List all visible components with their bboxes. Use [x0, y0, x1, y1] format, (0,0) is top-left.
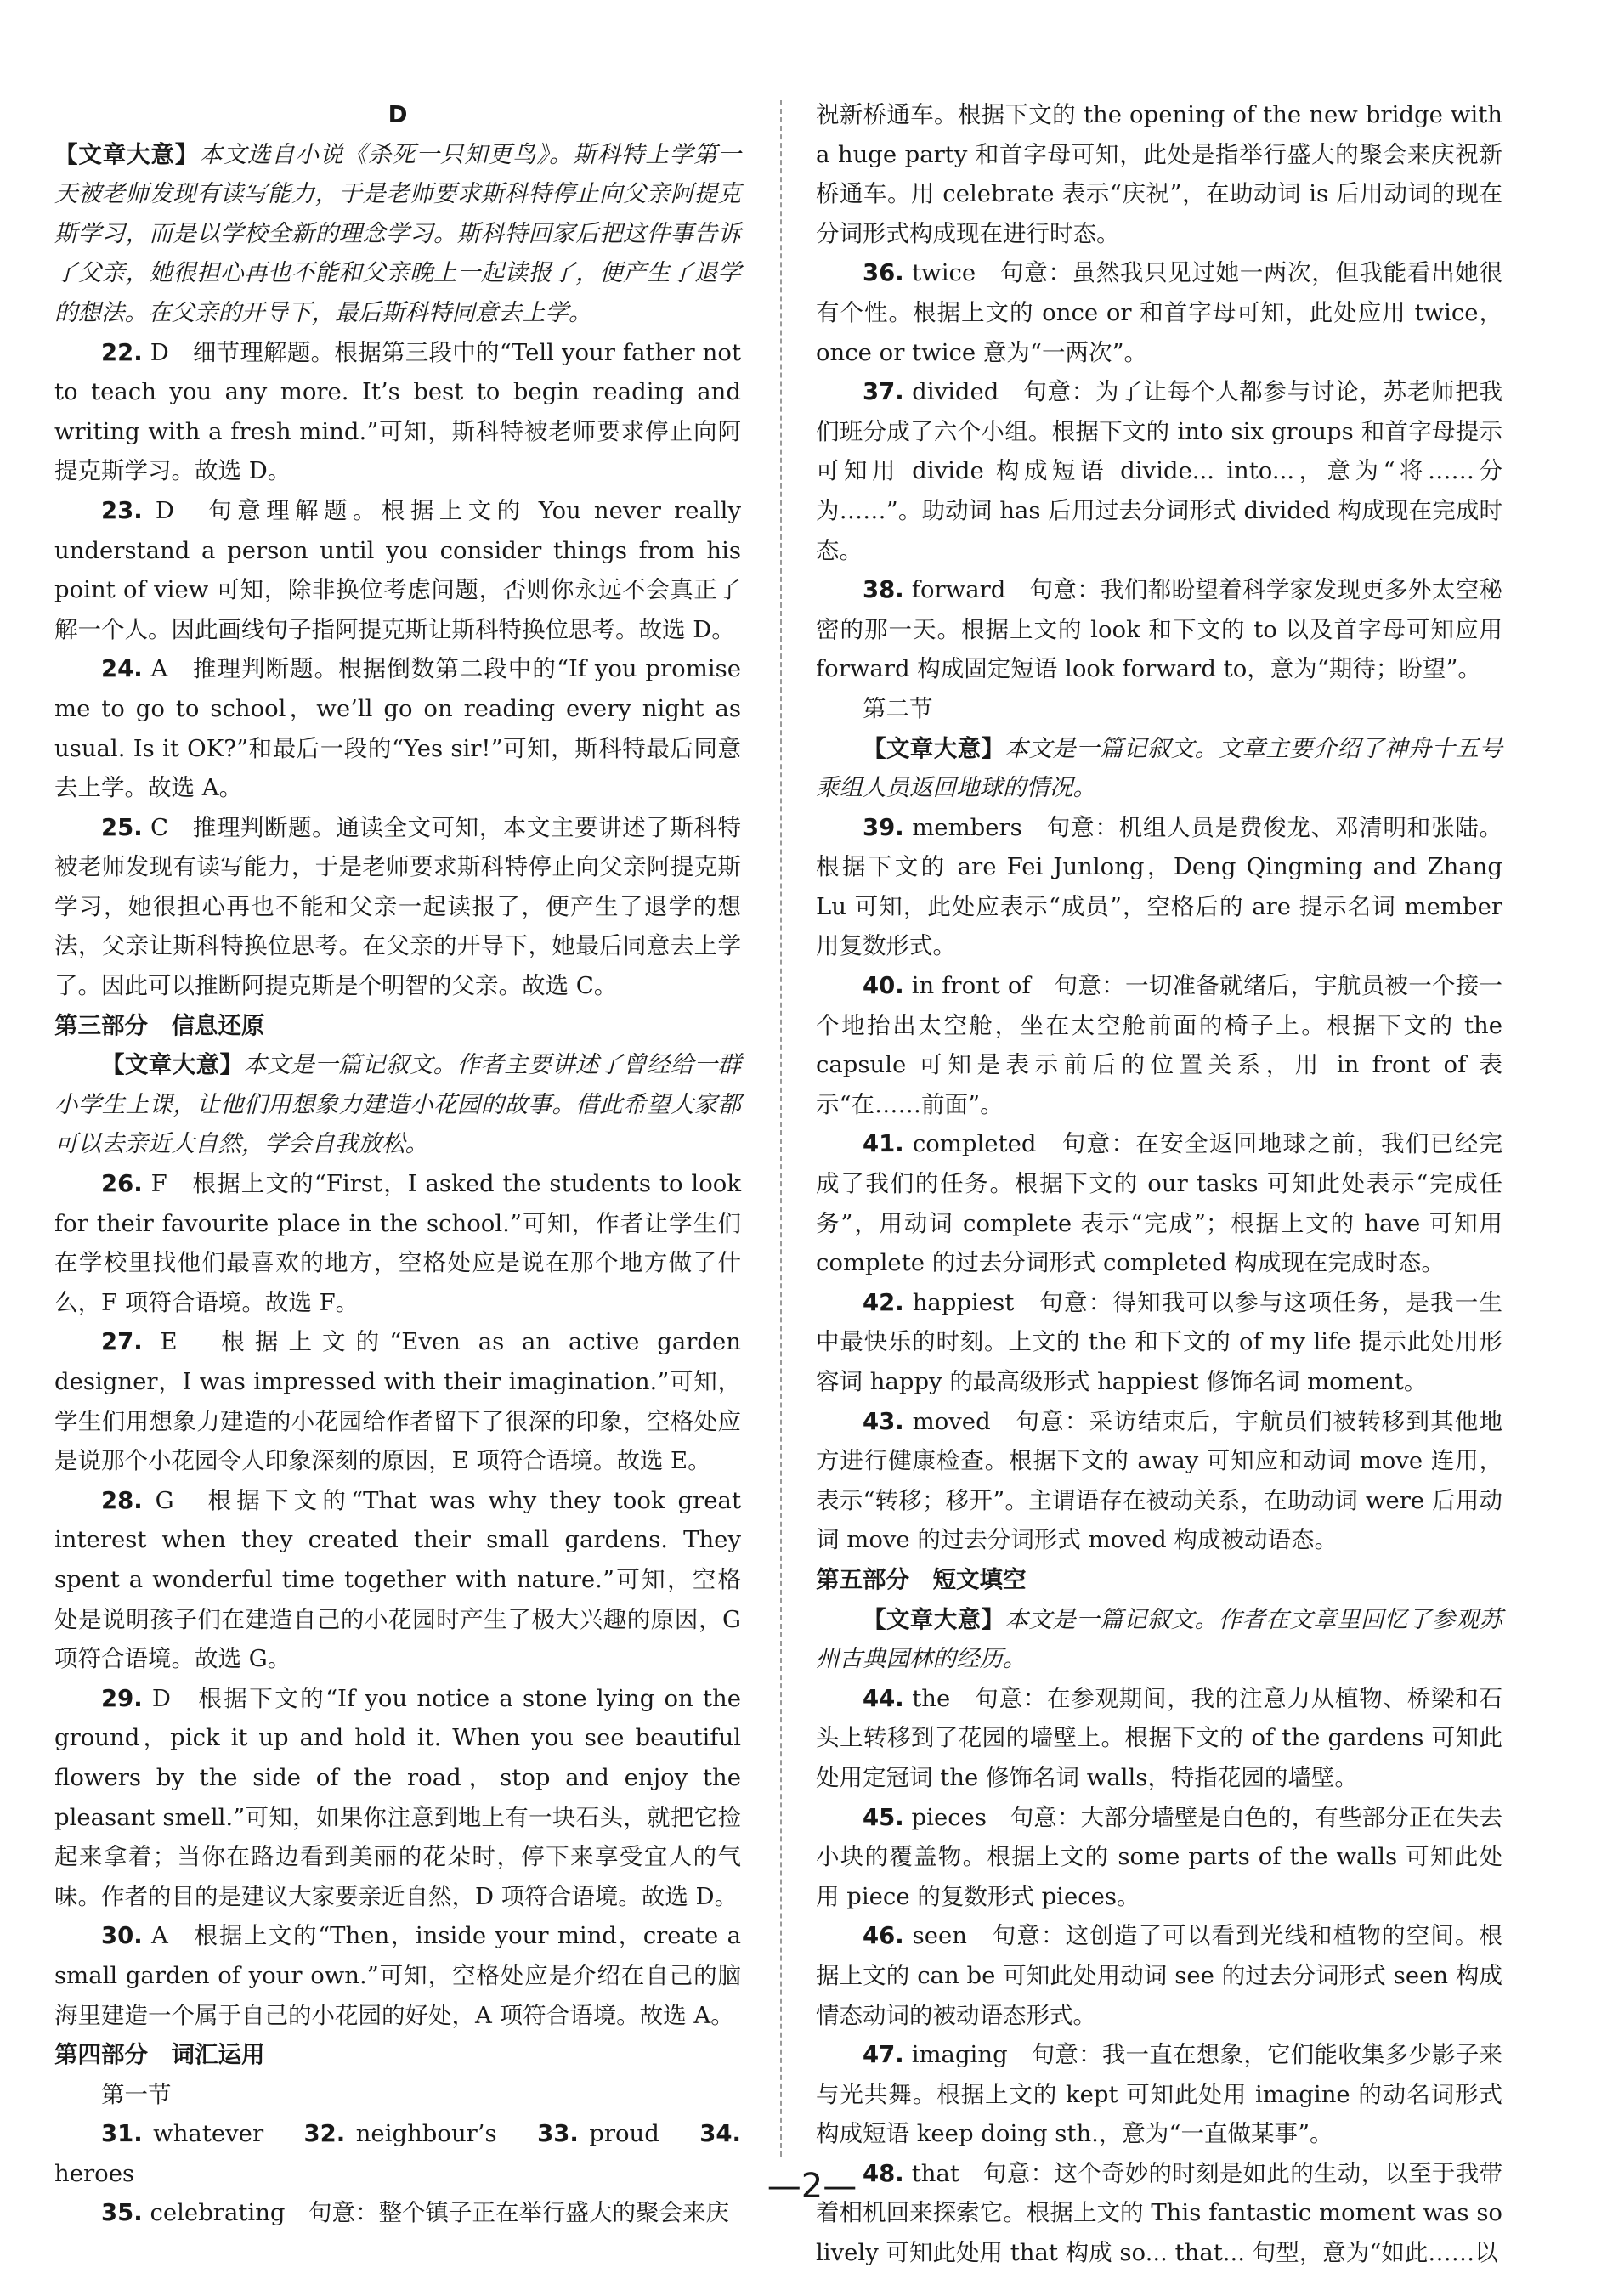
right-column	[816, 95, 1502, 2273]
answer-46: 46. seen 句意：这创造了可以看到光线和植物的空间。根据上文的 can be 可知此处用动词 see 的过去分词形式 seen 构成情态动词的被动语态形式。	[816, 1922, 1502, 2029]
summary-part5: 【文章大意】本文是一篇记叙文。作者在文章里回忆了参观苏州古典园林的经历。	[816, 1605, 1503, 1673]
answer-43: 43. moved 句意：采访结束后，宇航员们被转移到其他地方进行健康检查。根据下文的 away 可知应和动词 move 连用，表示“转移；移开”。主谓语存在被动关系，在助动词 were 后用动词 move 的过去分词形式 moved 构成被动语态。	[816, 1407, 1502, 1554]
answer-37: 37. divided 句意：为了让每个人都参与讨论，苏老师把我们班分成了六个小组。根据下文的 into six groups 和首字母提示可知用 divide 构成短语 divide... into...，意为“将……分为……”。助动词 has 后用过去分词形式 divided 构成现在完成时态。	[816, 378, 1502, 564]
answer-42: 42. happiest 句意：得知我可以参与这项任务，是我一生中最快乐的时刻。上文的 the 和下文的 of my life 提示此处用形容词 happy 的最高级形式 happiest 修饰名词 moment。	[816, 1288, 1502, 1395]
answer-38: 38. forward 句意：我们都盼望着科学家发现更多外太空秘密的那一天。根据上文的 look 和下文的 to 以及首字母可知应用 forward 构成固定短语 look forward to，意为“期待；盼望”。	[816, 576, 1502, 683]
answer-22: 22. D 细节理解题。根据第三段中的“Tell your father not to teach you any more. It’s best to begin reading and writing with a fresh mind.”可知，斯科特被老师要求停止向阿提克斯学习。故选 D。	[54, 338, 741, 485]
answer-35: 35. celebrating 句意：整个镇子正在举行盛大的聚会来庆	[101, 2199, 730, 2227]
summary-d: 【文章大意】本文选自小说《杀死一只知更鸟》。斯科特上学第一天被老师发现有读写能力，于是老师要求斯科特停止向父亲阿提克斯学习，而是以学校全新的理念学习。斯科特回家后把这件事告诉了父亲，她很担心再也不能和父亲晚上一起读报了，便产生了退学的想法。在父亲的开导下，最后斯科特同意去上学。	[54, 140, 742, 326]
part5-heading: 第五部分 短文填空	[816, 1565, 1027, 1593]
part4-heading: 第四部分 词汇运用	[54, 2041, 265, 2069]
answer-24: 24. A 推理判断题。根据倒数第二段中的“If you promise me to go to school，we’ll go on reading every night as usual. Is it OK?”和最后一段的“Yes sir!”可知，斯科特最后同意去上学。故选 A。	[54, 655, 741, 802]
summary-part3: 【文章大意】本文是一篇记叙文。作者主要讲述了曾经给一群小学生上课，让他们用想象力建造小花园的故事。借此希望大家都可以去亲近大自然，学会自我放松。	[54, 1051, 742, 1158]
answer-25: 25. C 推理判断题。通读全文可知，本文主要讲述了斯科特被老师发现有读写能力，于是老师要求斯科特停止向父亲阿提克斯学习，她很担心再也不能和父亲一起读报了，便产生了退学的想法，父亲让斯科特换位思考。在父亲的开导下，她最后同意去上学了。因此可以推断阿提克斯是个明智的父亲。故选 C。	[54, 813, 741, 1000]
answer-30: 30. A 根据上文的“Then，inside your mind，create a small garden of your own.”可知，空格处应是介绍在自己的脑海里建造一个属于自己的小花园的好处，A 项符合语境。故选 A。	[54, 1922, 741, 2029]
answer-27: 27. E 根据上文的“Even as an active garden designer，I was impressed with their imagination.”可知，学生们用想象力建造的小花园给作者留下了很深的印象，空格处应是说那个小花园令人印象深刻的原因，E 项符合语境。故选 E。	[54, 1328, 741, 1475]
answer-26: 26. F 根据上文的“First，I asked the students to look for their favourite place in the school.”可知，作者让学生们在学校里找他们最喜欢的地方，空格处应是说在那个地方做了什么，F 项符合语境。故选 F。	[54, 1170, 741, 1316]
left-column	[54, 95, 741, 2233]
answer-47: 47. imaging 句意：我一直在想象，它们能收集多少影子来与光共舞。根据上文的 kept 可知此处用 imagine 的动名词形式构成短语 keep doing sth.，意为“一直做某事”。	[816, 2041, 1502, 2148]
page-number: —2—	[767, 2167, 857, 2206]
column-divider	[780, 100, 782, 2157]
answer-48: 48. that 句意：这个奇妙的时刻是如此的生动，以至于我带着相机回来探索它。根据上文的 This fantastic moment was so lively 可知此处用 that 构成 so... that... 句型，意为“如此……以	[816, 2159, 1502, 2267]
answer-39: 39. members 句意：机组人员是费俊龙、邓清明和张陆。根据下文的 are Fei Junlong，Deng Qingming and Zhang Lu 可知，此处应表示“成员”，空格后的 are 提示名词 member 用复数形式。	[816, 813, 1502, 960]
answer-40: 40. in front of 句意：一切准备就绪后，宇航员被一个接一个地抬出太空舱，坐在太空舱前面的椅子上。根据下文的 the capsule 可知是表示前后的位置关系，用 in front of 表示“在……前面”。	[816, 972, 1502, 1118]
answer-45: 45. pieces 句意：大部分墙壁是白色的，有些部分正在失去小块的覆盖物。根据上文的 some parts of the walls 可知此处用 piece 的复数形式 pieces。	[816, 1803, 1502, 1910]
section1-heading: 第一节	[101, 2080, 172, 2108]
summary-section2: 【文章大意】本文是一篇记叙文。文章主要介绍了神舟十五号乘组人员返回地球的情况。	[816, 734, 1503, 802]
section2-heading: 第二节	[863, 694, 933, 722]
part3-heading: 第三部分 信息还原	[54, 1011, 265, 1039]
answer-35-continued: 祝新桥通车。根据下文的 the opening of the new bridge with a huge party 和首字母可知，此处是指举行盛大的聚会来庆祝新桥通车。用 celebrate 表示“庆祝”，在助动词 is 后用动词的现在分词形式构成现在进行时态。	[816, 101, 1502, 247]
answer-29: 29. D 根据下文的“If you notice a stone lying on the ground，pick it up and hold it. When you see beautiful flowers by the side of the road，stop and enjoy the pleasant smell.”可知，如果你注意到地上有一块石头，就把它捡起来拿着；当你在路边看到美丽的花朵时，停下来享受宜人的气味。作者的目的是建议大家要亲近自然，D 项符合语境。故选 D。	[54, 1684, 741, 1910]
answer-41: 41. completed 句意：在安全返回地球之前，我们已经完成了我们的任务。根据下文的 our tasks 可知此处表示“完成任务”，用动词 complete 表示“完成”；根据上文的 have 可知用 complete 的过去分词形式 completed 构成现在完成时态。	[816, 1130, 1502, 1277]
answers-31-34: 31. whatever 32. neighbour’s 33. proud 34. heroes	[54, 2120, 741, 2187]
answer-44: 44. the 句意：在参观期间，我的注意力从植物、桥梁和石头上转移到了花园的墙壁上。根据下文的 of the gardens 可知此处用定冠词 the 修饰名词 walls，特指花园的墙壁。	[816, 1684, 1502, 1791]
passage-title-d: D	[388, 101, 408, 128]
answer-23: 23. D 句意理解题。根据上文的 You never really understand a person until you consider things from his point of view 可知，除非换位考虑问题，否则你永远不会真正了解一个人。因此画线句子指阿提克斯让斯科特换位思考。故选 D。	[54, 496, 741, 643]
answer-36: 36. twice 句意：虽然我只见过她一两次，但我能看出她很有个性。根据上文的 once or 和首字母可知，此处应用 twice，once or twice 意为“一两次”。	[816, 259, 1502, 366]
answer-28: 28. G 根据下文的“That was why they took great interest when they created their small gardens. They spent a wonderful time together with nature.”可知，空格处是说明孩子们在建造自己的小花园时产生了极大兴趣的原因，G 项符合语境。故选 G。	[54, 1486, 741, 1673]
